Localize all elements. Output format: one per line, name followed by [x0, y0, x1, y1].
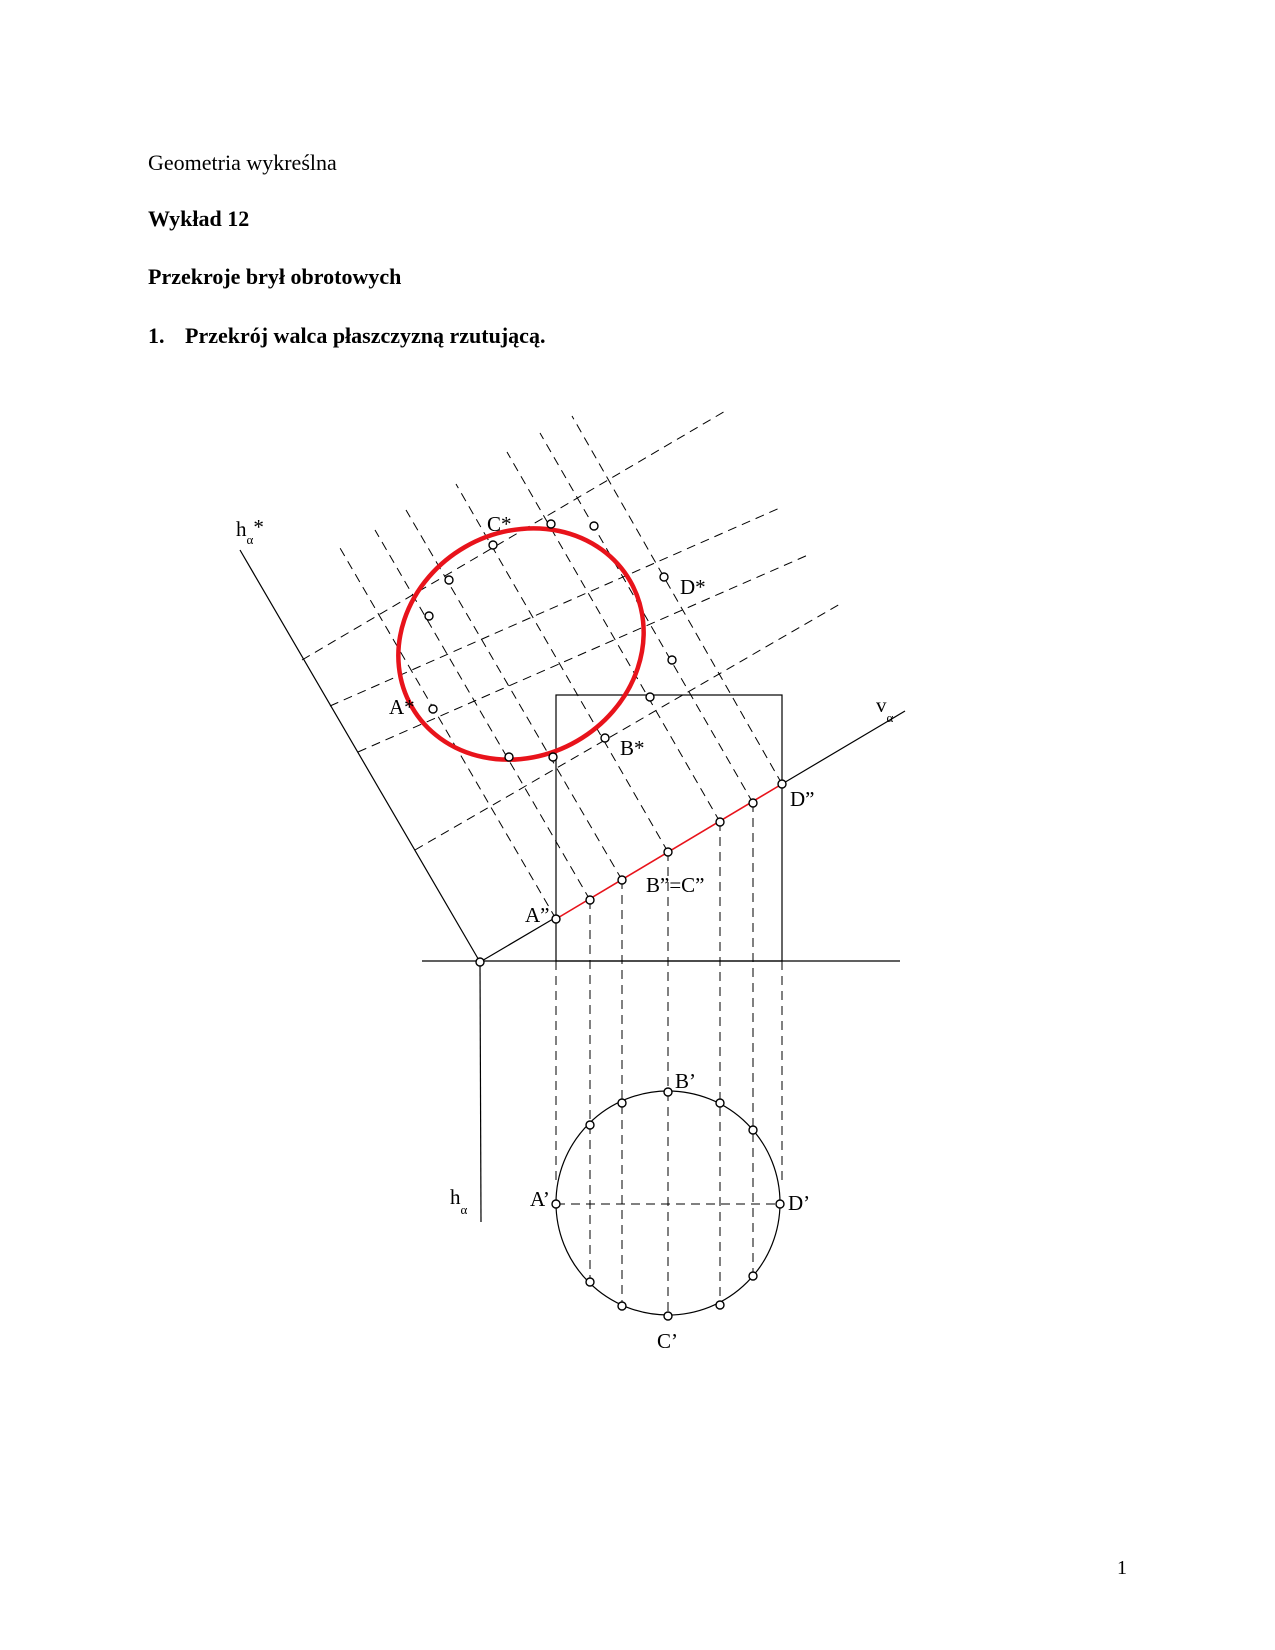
point-marker	[664, 1088, 672, 1096]
document-subject: Geometria wykreślna	[148, 150, 337, 175]
label-B-prime: B’	[675, 1069, 696, 1093]
label-A-prime: A’	[530, 1187, 550, 1211]
point-marker	[668, 656, 676, 664]
point-marker	[445, 576, 453, 584]
page-number: 1	[1117, 1557, 1127, 1579]
label-A-double-prime: A”	[525, 903, 550, 927]
label-h-alpha-star: $h_\alpha*$	[236, 515, 264, 547]
point-marker	[489, 541, 497, 549]
point-marker	[716, 1099, 724, 1107]
point-marker	[549, 753, 557, 761]
point-marker	[586, 896, 594, 904]
label-B-star: B*	[620, 736, 645, 760]
point-marker	[749, 1272, 757, 1280]
topic-heading: Przekroje brył obrotowych	[148, 264, 402, 289]
label-A-star: A*	[389, 695, 415, 719]
rotation-line	[540, 433, 753, 803]
point-marker	[646, 693, 654, 701]
point-marker	[749, 799, 757, 807]
transfer-line	[415, 604, 840, 850]
section-title: Przekrój walca płaszczyzną rzutującą.	[185, 323, 546, 348]
point-marker	[586, 1121, 594, 1129]
point-marker	[749, 1126, 757, 1134]
label-v-alpha: $v_\alpha$	[876, 693, 894, 725]
point-marker	[660, 573, 668, 581]
label-D-prime: D’	[788, 1191, 811, 1215]
label-D-double-prime: D”	[790, 787, 815, 811]
h-alpha-trace	[480, 962, 481, 1222]
rotation-line	[572, 416, 782, 784]
label-C-star: C*	[487, 512, 512, 536]
point-marker	[778, 780, 786, 788]
label-C-prime: C’	[657, 1329, 678, 1353]
rotation-line	[340, 548, 556, 919]
label-h-alpha: $h_\alpha$	[450, 1185, 468, 1217]
point-marker	[618, 1302, 626, 1310]
label-BC-double-prime: B”=C”	[646, 873, 705, 897]
axis-point-marker	[476, 958, 484, 966]
point-marker	[601, 734, 609, 742]
point-marker	[664, 848, 672, 856]
lecture-title: Wykład 12	[148, 206, 250, 231]
point-marker	[429, 705, 437, 713]
point-marker	[586, 1278, 594, 1286]
point-marker	[552, 915, 560, 923]
transfer-line	[302, 410, 727, 660]
point-marker	[505, 753, 513, 761]
point-marker	[618, 1099, 626, 1107]
point-marker	[664, 1312, 672, 1320]
point-marker	[776, 1200, 784, 1208]
section-number: 1.	[148, 323, 165, 348]
point-marker	[716, 1301, 724, 1309]
point-marker	[716, 818, 724, 826]
point-marker	[590, 522, 598, 530]
point-marker	[425, 612, 433, 620]
point-marker	[618, 876, 626, 884]
h-alpha-star-trace	[240, 550, 480, 962]
label-D-star: D*	[680, 575, 706, 599]
rotation-line	[507, 452, 720, 822]
transfer-line	[330, 507, 782, 706]
point-marker	[552, 1200, 560, 1208]
point-marker	[547, 520, 555, 528]
